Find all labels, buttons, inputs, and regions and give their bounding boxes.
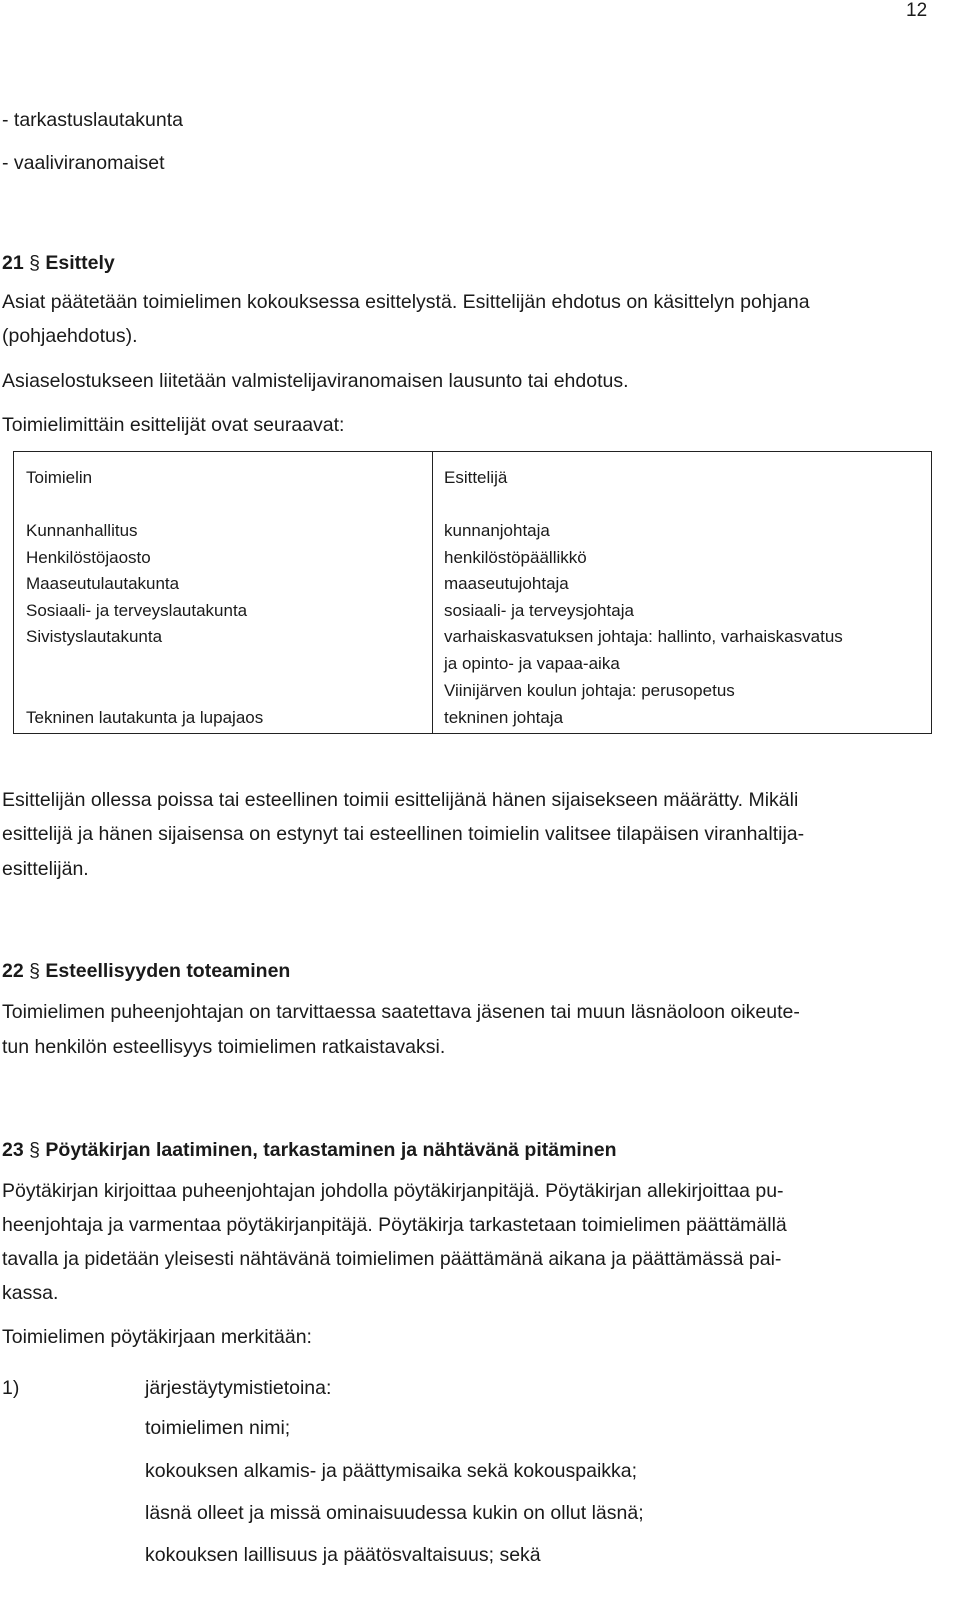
column-header-toimielin: Toimielin xyxy=(26,468,93,487)
table-cell-esittelija: tekninen johtaja xyxy=(444,708,564,727)
section-title: Pöytäkirjan laatiminen, tarkastaminen ja nähtävänä pitäminen xyxy=(45,1139,617,1161)
table-cell-toimielin: Tekninen lautakunta ja lupajaos xyxy=(26,708,264,727)
table-cell-toimielin: Maaseutulautakunta xyxy=(26,574,180,593)
section-symbol: § xyxy=(29,1139,40,1161)
list-sub-item: läsnä olleet ja missä ominaisuudessa kukin on ollut läsnä; xyxy=(145,1502,644,1524)
paragraph-line: tun henkilön esteellisyys toimielimen ratkaistavaksi. xyxy=(2,1036,446,1058)
table-cell-toimielin: Henkilöstöjaosto xyxy=(26,548,151,567)
list-item: - vaaliviranomaiset xyxy=(2,152,165,174)
column-divider xyxy=(432,452,433,733)
section-number: 21 xyxy=(2,252,24,274)
table-cell-esittelija: kunnanjohtaja xyxy=(444,521,550,540)
paragraph-line: kassa. xyxy=(2,1282,59,1304)
section-number: 22 xyxy=(2,960,24,982)
section-symbol: § xyxy=(29,252,40,274)
section-symbol: § xyxy=(29,960,40,982)
table-cell-toimielin: Sivistyslautakunta xyxy=(26,627,163,646)
list-item-number: 1) xyxy=(2,1377,20,1399)
table-cell-esittelija: maaseutujohtaja xyxy=(444,574,569,593)
paragraph-line: Toimielimen puheenjohtajan on tarvittaessa saatettava jäsenen tai muun läsnäoloon oikeute- xyxy=(2,1001,800,1023)
paragraph-line: Toimielimittäin esittelijät ovat seuraavat: xyxy=(2,414,345,436)
paragraph-line: Toimielimen pöytäkirjaan merkitään: xyxy=(2,1326,312,1348)
list-item: - tarkastuslautakunta xyxy=(2,109,184,131)
paragraph-line: Asiat päätetään toimielimen kokouksessa esittelystä. Esittelijän ehdotus on käsittelyn pohjana xyxy=(2,291,810,313)
paragraph-line: Pöytäkirjan kirjoittaa puheenjohtajan johdolla pöytäkirjanpitäjä. Pöytäkirjan allekirjoittaa pu- xyxy=(2,1180,784,1202)
table-cell-esittelija: sosiaali- ja terveysjohtaja xyxy=(444,601,634,620)
section-23-heading xyxy=(2,1138,617,1162)
list-item-title: järjestäytymistietoina: xyxy=(145,1377,332,1399)
column-header-esittelija: Esittelijä xyxy=(444,468,508,487)
table-cell-toimielin: Sosiaali- ja terveyslautakunta xyxy=(26,601,248,620)
paragraph-line: Asiaselostukseen liitetään valmistelijaviranomaisen lausunto tai ehdotus. xyxy=(2,370,629,392)
table-cell-toimielin: Kunnanhallitus xyxy=(26,521,138,540)
section-22-heading xyxy=(2,959,290,983)
table-cell-esittelija: varhaiskasvatuksen johtaja: hallinto, varhaiskasvatus xyxy=(444,627,843,646)
table-cell-esittelija: henkilöstöpäällikkö xyxy=(444,548,587,567)
section-title: Esteellisyyden toteaminen xyxy=(45,960,291,982)
table-cell-esittelija: ja opinto- ja vapaa-aika xyxy=(444,654,620,673)
paragraph-line: esittelijän. xyxy=(2,858,89,880)
section-title: Esittely xyxy=(45,252,115,274)
list-sub-item: kokouksen laillisuus ja päätösvaltaisuus; sekä xyxy=(145,1544,541,1566)
list-sub-item: toimielimen nimi; xyxy=(145,1417,291,1439)
paragraph-line: Esittelijän ollessa poissa tai esteellinen toimii esittelijänä hänen sijaisekseen määrätty. Mikäli xyxy=(2,789,799,811)
section-number: 23 xyxy=(2,1139,24,1161)
page-number: 12 xyxy=(906,0,928,21)
paragraph-line: (pohjaehdotus). xyxy=(2,325,138,347)
presenter-table xyxy=(13,451,932,734)
list-sub-item: kokouksen alkamis- ja päättymisaika sekä kokouspaikka; xyxy=(145,1460,638,1482)
paragraph-line: esittelijä ja hänen sijaisensa on estynyt tai esteellinen toimielin valitsee tilapäisen viranhaltija- xyxy=(2,823,805,845)
table-cell-esittelija: Viinijärven koulun johtaja: perusopetus xyxy=(444,681,735,700)
paragraph-line: tavalla ja pidetään yleisesti nähtävänä toimielimen päättämänä aikana ja päättämässä pai- xyxy=(2,1248,782,1270)
section-21-heading xyxy=(2,251,115,275)
paragraph-line: heenjohtaja ja varmentaa pöytäkirjanpitäjä. Pöytäkirja tarkastetaan toimielimen päättämällä xyxy=(2,1214,787,1236)
